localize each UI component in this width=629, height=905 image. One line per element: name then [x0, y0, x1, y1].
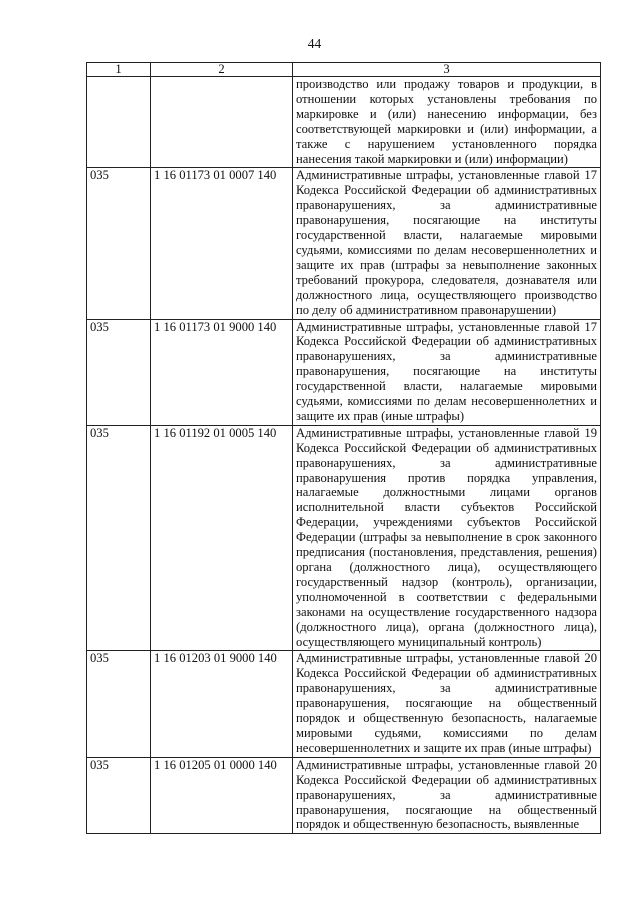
table-header-row	[87, 63, 601, 77]
table-row	[87, 77, 601, 168]
budget-code-cell: 1 16 01203 01 9000 140	[151, 651, 293, 757]
admin-code-cell: 035	[87, 319, 151, 425]
table-row	[87, 651, 601, 757]
description-cell: Административные штрафы, установленные главой 19 Кодекса Российской Федерации об административных правонарушениях, за административные правонарушения против порядка управления, налагаемые должностными лицами органов исполнительной власти субъектов Российской Федерации, учреждениями субъектов Российской Федерации (штрафы за невыполнение в срок законного предписания (постановления, представления, решения) органа (должностного лица), осуществляющего государственный надзор (контроль), организации, уполномоченной в соответствии с федеральными законами на осуществление государственного надзора (должностного лица), органа (должностного лица), осуществляющего муниципальный контроль)	[293, 425, 601, 651]
budget-codes-table	[86, 62, 601, 834]
admin-code-cell: 035	[87, 651, 151, 757]
budget-code-cell: 1 16 01173 01 0007 140	[151, 168, 293, 319]
column-header-1: 1	[87, 63, 151, 77]
admin-code-cell: 035	[87, 168, 151, 319]
table-row	[87, 757, 601, 834]
column-header-2: 2	[151, 63, 293, 77]
table-row	[87, 425, 601, 651]
description-cell: производство или продажу товаров и продукции, в отношении которых установлены требования по маркировке и (или) нанесению информации, без соответствующей маркировки и (или) информации, а также с нарушением установленного порядка нанесения такой маркировки и (или) информации)	[293, 77, 601, 168]
budget-code-cell	[151, 77, 293, 168]
admin-code-cell: 035	[87, 425, 151, 651]
page-number: 44	[307, 36, 322, 51]
budget-code-cell: 1 16 01205 01 0000 140	[151, 757, 293, 834]
table-row	[87, 168, 601, 319]
description-cell: Административные штрафы, установленные главой 20 Кодекса Российской Федерации об административных правонарушениях, за административные правонарушения, посягающие на общественный порядок и общественную безопасность, налагаемые мировыми судьями, комиссиями по делам несовершеннолетних и защите их прав (иные штрафы)	[293, 651, 601, 757]
budget-code-cell: 1 16 01192 01 0005 140	[151, 425, 293, 651]
admin-code-cell	[87, 77, 151, 168]
admin-code-cell: 035	[87, 757, 151, 834]
description-cell: Административные штрафы, установленные главой 20 Кодекса Российской Федерации об административных правонарушениях, за административные правонарушения, посягающие на общественный порядок и общественную безопасность, выявленные	[293, 757, 601, 834]
description-cell: Административные штрафы, установленные главой 17 Кодекса Российской Федерации об административных правонарушениях, за административные правонарушения, посягающие на институты государственной власти, налагаемые мировыми судьями, комиссиями по делам несовершеннолетних и защите их прав (иные штрафы)	[293, 319, 601, 425]
budget-code-cell: 1 16 01173 01 9000 140	[151, 319, 293, 425]
column-header-3: 3	[293, 63, 601, 77]
description-cell: Административные штрафы, установленные главой 17 Кодекса Российской Федерации об административных правонарушениях, за административные правонарушения, посягающие на институты государственной власти, налагаемые мировыми судьями, комиссиями по делам несовершеннолетних и защите их прав (штрафы за невыполнение законных требований прокурора, следователя, дознавателя или должностного лица, осуществляющего производство по делу об административном правонарушении)	[293, 168, 601, 319]
table-row	[87, 319, 601, 425]
